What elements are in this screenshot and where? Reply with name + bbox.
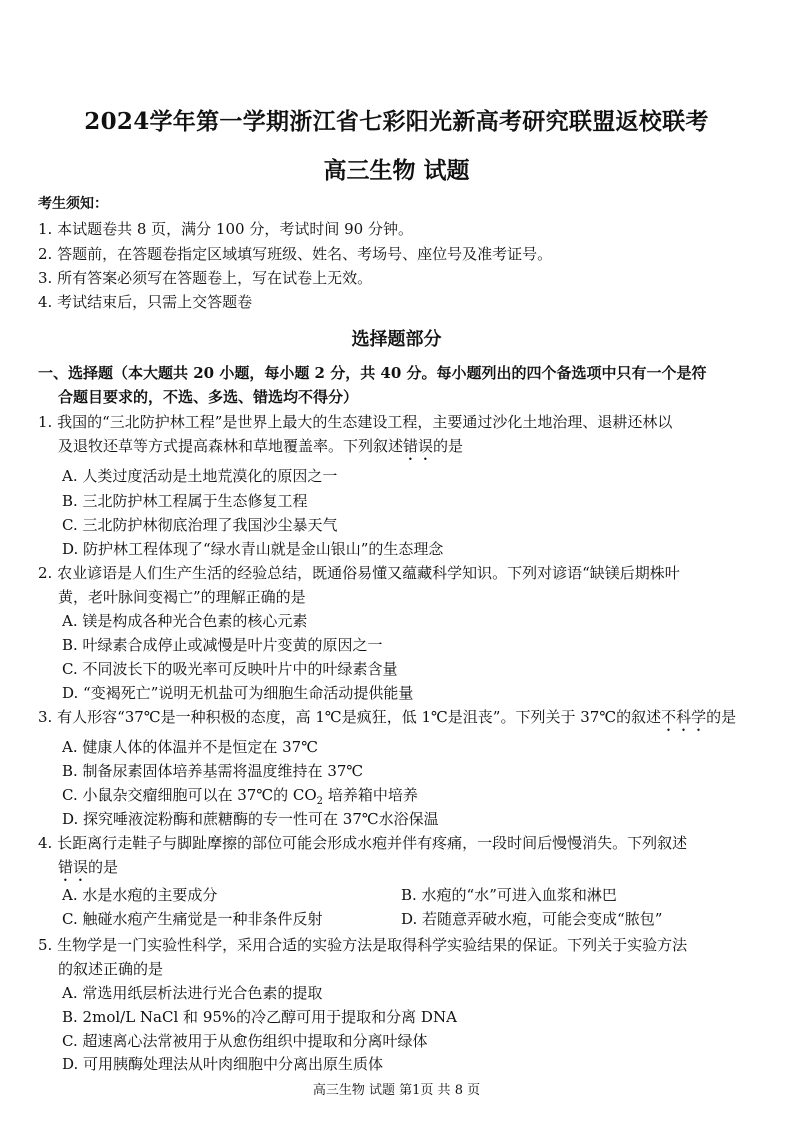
question-3-option-a: A. 健康人体的体温并不是恒定在 37℃ xyxy=(62,738,319,756)
question-1-stem: 1. 我国的“三北防护林工程”是世界上最大的生态建设工程，主要通过沙化土地治理、退耕还林以 xyxy=(38,413,673,431)
option-text: 培养箱中培养 xyxy=(323,786,418,804)
question-2-option-b: B. 叶绿素合成停止或减慢是叶片变黄的原因之一 xyxy=(62,636,383,654)
notice-item: 4. 考试结束后，只需上交答题卷 xyxy=(38,293,253,311)
stem-text: 的是 xyxy=(706,708,737,726)
question-1-option-d: D. 防护林工程体现了“绿水青山就是金山银山”的生态理念 xyxy=(62,540,444,558)
question-4-option-c: C. 触碰水疱产生痛觉是一种非条件反射 xyxy=(62,910,323,928)
question-3-option-b: B. 制备尿素固体培养基需将温度维持在 37℃ xyxy=(62,762,364,780)
option-text: C. 小鼠杂交瘤细胞可以在 37℃的 CO xyxy=(62,786,317,804)
notice-item: 1. 本试题卷共 8 页，满分 100 分，考试时间 90 分钟。 xyxy=(38,220,413,238)
question-5-option-d: D. 可用胰酶处理法从叶肉细胞中分离出原生质体 xyxy=(62,1055,384,1073)
question-4-option-b: B. 水疱的“水”可进入血浆和淋巴 xyxy=(401,886,617,904)
question-5-stem: 5. 生物学是一门实验性科学，采用合适的实验方法是取得科学实验结果的保证。下列关于实验方法 xyxy=(38,936,688,954)
question-2-stem-cont: 黄，老叶脉间变褐亡”的理解正确的是 xyxy=(58,588,306,606)
notice-item: 2. 答题前，在答题卷指定区域填写班级、姓名、考场号、座位号及准考证号。 xyxy=(38,245,553,263)
question-1-option-a: A. 人类过度活动是土地荒漠化的原因之一 xyxy=(62,467,338,485)
question-1-option-b: B. 三北防护林工程属于生态修复工程 xyxy=(62,492,308,510)
subscript: 2 xyxy=(316,796,324,807)
question-4-stem-cont xyxy=(58,856,118,885)
stem-text: 及退牧还草等方式提高森林和草地覆盖率。下列叙述 xyxy=(58,437,404,455)
section-instruction: 一、选择题（本大题共 20 小题，每小题 2 分，共 40 分。每小题列出的四个备选项中只有一个是符 xyxy=(38,364,707,382)
section-instruction: 合题目要求的，不选、多选、错选均不得分） xyxy=(58,388,359,406)
question-5-stem-cont: 的叙述正确的是 xyxy=(58,960,164,978)
exam-subtitle: 高三生物 试题 xyxy=(323,157,470,184)
question-1-option-c: C. 三北防护林彻底治理了我国沙尘暴天气 xyxy=(62,516,338,534)
question-4-stem: 4. 长距离行走鞋子与脚趾摩擦的部位可能会形成水疱并伴有疼痛，一段时间后慢慢消失。下列叙述 xyxy=(38,834,688,852)
exam-title: 2024学年第一学期浙江省七彩阳光新高考研究联盟返校联考 xyxy=(84,108,709,135)
stem-text: 3. 有人形容“37℃是一种积极的态度，高 1℃是疯狂，低 1℃是沮丧”。下列关于 37℃的叙述 xyxy=(38,708,662,726)
question-1-stem-cont xyxy=(58,435,463,464)
section-title: 选择题部分 xyxy=(351,329,442,350)
question-2-stem: 2. 农业谚语是人们生产生活的经验总结，既通俗易懂又蕴藏科学知识。下列对谚语“缺镁后期株叶 xyxy=(38,564,680,582)
question-2-option-c: C. 不同波长下的吸光率可反映叶片中的叶绿素含量 xyxy=(62,660,398,678)
question-3-option-c xyxy=(62,784,418,807)
stem-text: 的是 xyxy=(88,858,119,876)
question-5-option-b: B. 2mol/L NaCl 和 95%的冷乙醇可用于提取和分离 DNA xyxy=(62,1008,457,1026)
question-2-option-a: A. 镁是构成各种光合色素的核心元素 xyxy=(62,612,308,630)
emphasis-text: 错误 xyxy=(58,858,89,876)
question-4-option-d: D. 若随意弄破水疱，可能会变成“脓包” xyxy=(401,910,663,928)
question-3-option-d: D. 探究唾液淀粉酶和蔗糖酶的专一性可在 37℃水浴保温 xyxy=(62,810,439,828)
question-5-option-c: C. 超速离心法常被用于从愈伤组织中提取和分离叶绿体 xyxy=(62,1032,428,1050)
stem-text: 的是 xyxy=(433,437,464,455)
page-footer: 高三生物 试题 第1页 共 8 页 xyxy=(312,1083,481,1098)
emphasis-text: 错误 xyxy=(403,437,434,455)
question-2-option-d: D. “变褐死亡”说明无机盐可为细胞生命活动提供能量 xyxy=(62,684,414,702)
emphasis-text: 不科学 xyxy=(661,708,707,726)
question-4-option-a: A. 水是水疱的主要成分 xyxy=(62,886,218,904)
notice-item: 3. 所有答案必须写在答题卷上，写在试卷上无效。 xyxy=(38,269,373,287)
notice-heading: 考生须知： xyxy=(38,196,108,212)
question-5-option-a: A. 常选用纸层析法进行光合色素的提取 xyxy=(62,984,323,1002)
question-3-stem xyxy=(38,706,736,735)
